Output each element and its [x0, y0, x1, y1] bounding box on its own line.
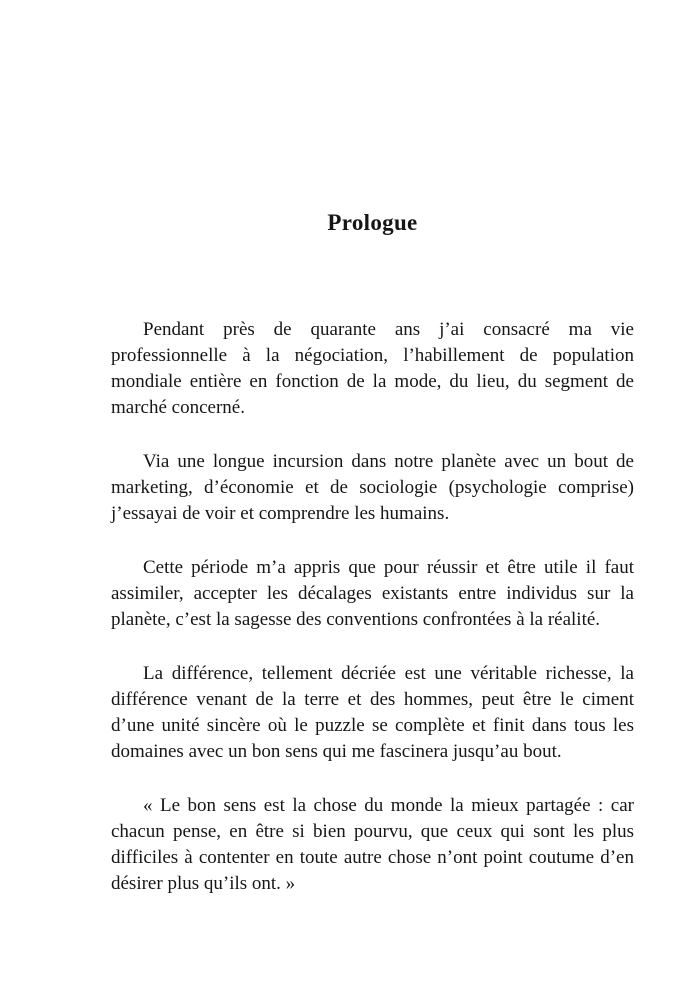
- body-text: [111, 317, 634, 897]
- paragraph: Via une longue incursion dans notre planète avec un bout de marketing, d’économie et de sociologie (psychologie comprise) j’essayai de voir et comprendre les humains.: [111, 451, 634, 524]
- paragraph: La différence, tellement décriée est une véritable richesse, la différence venant de la terre et des hommes, peut être le ciment d’une unité sincère où le puzzle se complète et finit dans tous les domaines avec un bon sens qui me fascinera jusqu’au bout.: [111, 663, 634, 762]
- chapter-title: Prologue: [327, 210, 418, 235]
- paragraph: Cette période m’a appris que pour réussir et être utile il faut assimiler, accepter les décalages existants entre individus sur la planète, c’est la sagesse des conventions confrontées à la réalité.: [111, 557, 634, 630]
- page-content: [111, 0, 634, 897]
- paragraph: « Le bon sens est la chose du monde la mieux partagée : car chacun pense, en être si bien pourvu, que ceux qui sont les plus difficiles à contenter en toute autre chose n’ont point coutume d’en désirer plus qu’ils ont. »: [111, 795, 634, 894]
- paragraph: Pendant près de quarante ans j’ai consacré ma vie professionnelle à la négociation, l’habillement de population mondiale entière en fonction de la mode, du lieu, du segment de marché concerné.: [111, 319, 634, 418]
